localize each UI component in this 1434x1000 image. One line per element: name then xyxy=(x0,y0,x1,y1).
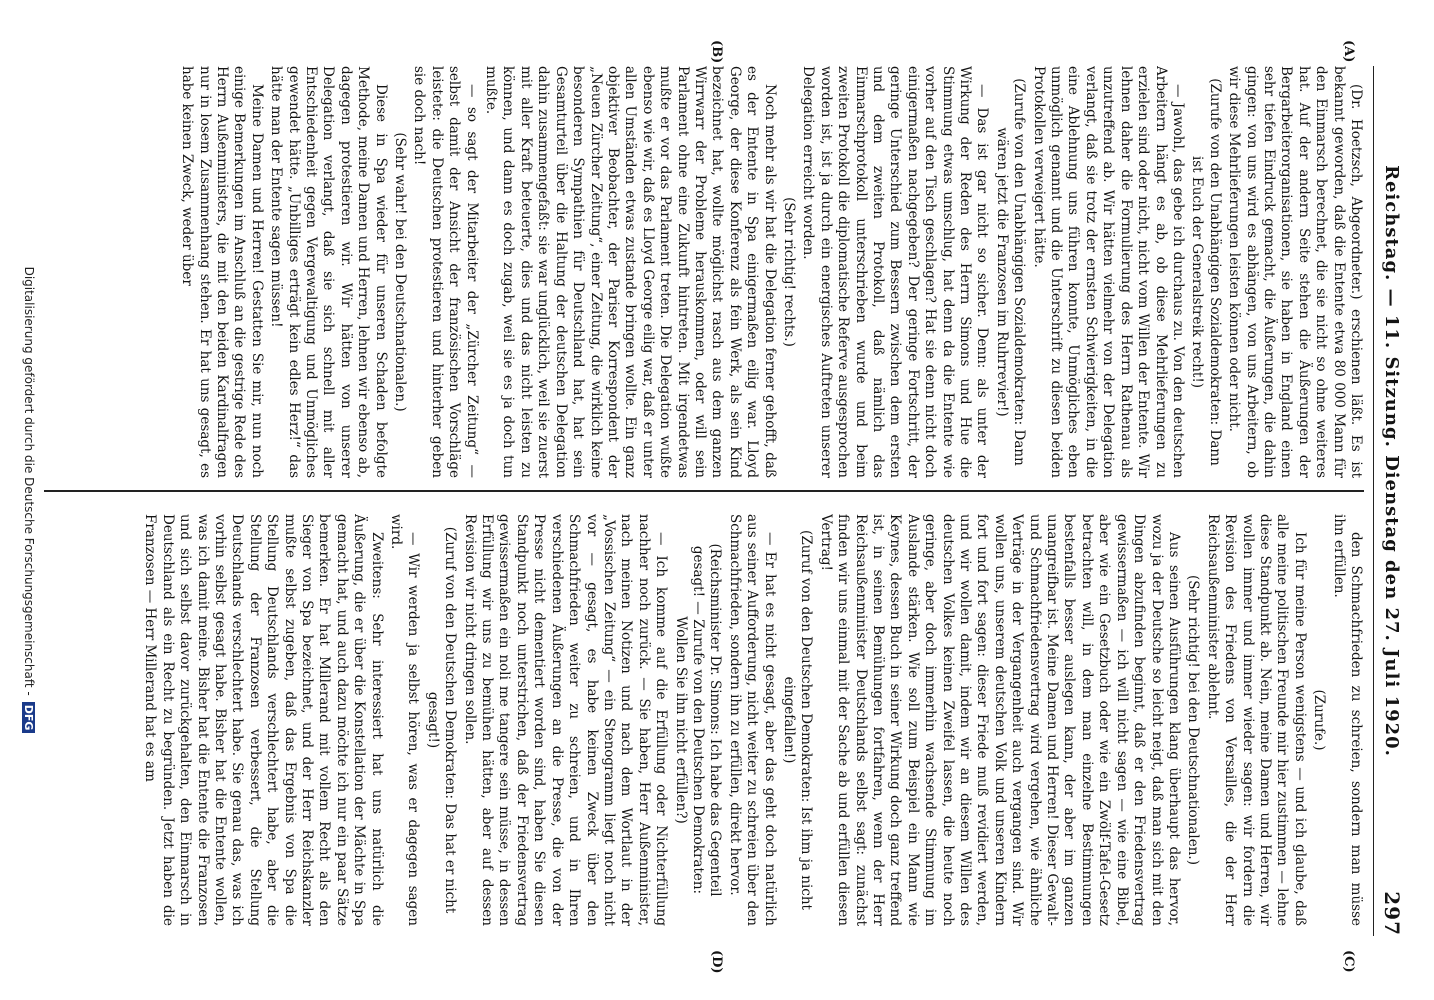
paragraph: den Schmachfrieden zu schreien, sondern man müsse ihn erfüllen. xyxy=(1330,514,1364,926)
paragraph: — Ich komme auf die Erfüllung oder Nichterfüllung nachher noch zurück. — Sie haben, Herr Außenminister, nach meinen Notizen und nach dem Wortlaut in der „Vossischen Zeitung“ — ein Stenogramm liegt noch nicht vor — gesagt, es habe keinen Zweck über den Schmachfrieden weiter zu schreien, und in Ihren verschiedenen Äußerungen an die Presse, die von der Presse nicht dementiert worden sind, haben Sie diesen Standpunkt noch unterstrichen, daß der Friedensvertrag gewissermaßen ein noli me tangere sein müsse, in dessen Erfüllung wir uns zu bemühen hätten, aber auf dessen Revision wir nicht dringen sollen. xyxy=(461,514,670,926)
page-header xyxy=(1376,66,1404,936)
interjection: (Zurufe von den Unabhängigen Sozialdemokraten: Dann wären jetzt die Franzosen im Ruhrrevier!) xyxy=(993,78,1028,466)
paragraph: Noch mehr als wir hat die Delegation ferner gehofft, daß es der Entente in Spa einigermaßen eilig war. Lloyd George, der diese Konferenz als fein Werk, als sein Kind bezeichnet hat, wollte möglichst rasch aus dem ganzen Wirrwarr der Probleme herauskommen, oder will sein Parlament ohne eine Zukunft hintreten. Mit irgendetwas mußte er vor das Parlament treten. Die Delegation wußte ebenso wie wir, daß es Lloyd George eilig war, daß er unter allen Umständen etwas zustande bringen wollte. Ein ganz objektiver Beobachter, der Pariser Korrespondent der „Neuen Zürcher Zeitung“, einer Zeitung, die wirklich keine besonderen Sympathien für Deutschland hat, hat sein Gesamturteil über die Haltung der deutschen Delegation dahin zusammengefaßt: sie war unglücklich, weil sie zuerst mit aller Kraft beteuerte, dies und das nicht leisten zu können, und dann es doch zugab, weil sie es ja doch tun mußte. xyxy=(483,66,778,478)
interjection: (Sehr richtig! bei den Deutschnationalen.) xyxy=(1185,575,1202,865)
paragraph: Meine Damen und Herren! Gestatten Sie mir, nun noch einige Bemerkungen im Anschluß an die gestrige Rede des Herrn Außenministers, die mit den beiden Kardinalfragen nur in losem Zusammenhang stehen. Er hat uns gesagt, es habe keinen Zweck, weder über xyxy=(179,66,265,478)
paragraph: Zweitens: Sehr interessiert hat uns natürlich die Äußerung, die er über die Konstellation der Mächte in Spa gemacht hat, und auch dazu möchte ich nur ein paar Sätze bemerken. Er hat Millerand mit vollem Recht als den Sieger von Spa bezeichnet, und der Herr Reichskanzler mußte selbst zugeben, daß das Ergebnis von Spa die Stellung Deutschlands verschlechtert habe, aber die Stellung der Franzosen verbessert, die Stellung Deutschlands verschlechtert habe. Sie genau das, was ich vorhin selbst gesagt habe. Bisher hat die Entente wollen, was ich damit meine. Bisher hat die Entente die Franzosen und sich selbst davor zurückgehalten, den Einmarsch in Deutschland als ein Recht zu begründen. Jetzt haben die Franzosen — Herr Millerand hat es am xyxy=(142,514,385,926)
paragraph: — so sagt der Mitarbeiter der „Zürcher Zeitung“ — selbst damit der Ansicht der französischen Vorschläge leistete: die Deutschen protestieren und hinterher geben sie doch nach! xyxy=(411,66,480,478)
paragraph: Diese in Spa wieder für unseren Schaden befolgte Methode, meine Damen und Herren, lehnen wir ebenso ab, dagegen protestieren wir. Wir hätten von unserer Delegation verlangt, daß sie sich schnell mit aller Entschiedenheit gegen Vergewaltigung und Unmögliches gewendet hätte. „Unbilliges erträgt kein edles Herz!“ das hätte man der Entente sagen müssen! xyxy=(268,66,389,478)
left-column xyxy=(34,66,1364,478)
dfg-logo: DFG xyxy=(22,702,35,734)
paragraph: — Das ist gar nicht so sicher. Denn: als unter der Wirkung der Reden des Herrn Simons und Hue die Stimmung etwas umschlug, hat denn da die Entente wie vorher auf den Tisch geschlagen? Hat sie denn nicht doch einigermaßen nachgegeben? Der geringe Fortschritt, der geringe Unterschied zum Bessern zwischen dem ersten und dem zweiten Protokoll, daß nämlich das Einmarschprotokoll unterschrieben wurde und beim zweiten Protokoll die diplomatische Referve ausgesprochen worden ist, ist ja durch ein energisches Auftreten unserer Delegation erreicht worden. xyxy=(800,66,991,478)
interjection: (Sehr richtig! rechts.) xyxy=(781,197,797,347)
credit-text: Digitalisierung gefördert durch die Deutsche Forschungsgemeinschaft - xyxy=(22,266,36,696)
margin-marker-d: (D) xyxy=(709,950,724,974)
paragraph: — Er hat es nicht gesagt, aber das geht doch natürlich aus seiner Aufforderung, nicht weiter zu schreien über den Schmachfrieden, sondern ihn zu erfüllen, direkt hervor. xyxy=(726,514,778,926)
margin-marker-c: (C) xyxy=(1341,950,1356,973)
digitization-credit xyxy=(16,0,36,1000)
interjection: (Zurufe von den Unabhängigen Sozialdemokraten: Dann ist Euch der Generalstreik recht!) xyxy=(1189,78,1223,466)
paragraph: Aus seinen Ausführungen klang überhaupt das hervor, wozu ja der Deutsche so leicht neigt, daß man sich mit den Dingen abzufinden beginnt, daß er den Friedensvertrag gewissermaßen — ich will nicht sagen — wie eine Bibel, aber wie ein Gesetzbuch oder wie ein Zwölf-Tafel-Gesetz betrachten will, in dem man einzelne Bestimmungen bestenfalls besser auslegen kann, der aber im ganzen unangreifbar ist. Meine Damen und Herren! Dieser Gewalt- und Schmachfriedensvertrag wird vergehen, wie ähnliche Verträge in der Vergangenheit auch vergangen sind. Wir wollen uns, unserem deutschen Volk und unseren Kindern fort und fort sagen: dieser Friede muß revidiert werden, und wir wollen damit, indem wir an diesem Willen des deutschen Volkes keinen Zweifel lassen, die heute noch geringe, aber doch immerhin wachsende Stimmung im Auslande stärken. Wie soll zum Beispiel ein Mann wie Keynes, dessen Buch in seiner Wirkung doch ganz treffend ist, in seinen Bemühungen fortfahren, wenn der Herr Reichsaußenminister Deutschlands selbst sagt: zunächst finden wir uns einmal mit der Sache ab und erfüllen diesen Vertrag! xyxy=(817,514,1182,926)
margin-marker-a: (A) xyxy=(1341,40,1356,63)
column-divider xyxy=(44,490,1364,492)
interjection: (Reichsminister Dr. Simons: Ich habe das Gegenteil gesagt! — Zurufe von den Deutschen Demokraten: Wollen Sie ihn nicht erfüllen?) xyxy=(672,543,724,897)
interjection: (Zurufe.) xyxy=(1311,689,1328,751)
header-rule xyxy=(1373,66,1374,936)
interjection: (Zuruf von den Deutschen Demokraten: Ist ihm ja nicht eingefallen!) xyxy=(781,530,815,910)
interjection: (Zuruf von den Deutschen Demokraten: Das hat er nicht gesagt!) xyxy=(424,526,459,914)
margin-marker-b: (B) xyxy=(709,40,724,64)
paragraph: — Wir werden ja selbst hören, was er dagegen sagen wird. xyxy=(388,514,422,926)
page-number: 297 xyxy=(1380,891,1404,936)
paragraph: Ich für meine Person wenigstens — und ich glaube, daß alle meine politischen Freunde mir hier zustimmen — lehne diese Standpunkt ab. Nein, meine Damen und Herren, wir wollen immer und immer wieder sagen: wir fordern die Revision des Friedens von Versailles, die der Herr Reichsaußenminister ablehnt. xyxy=(1204,514,1308,926)
paragraph: — Jawohl, das gebe ich durchaus zu. Von den deutschen Arbeitern hängt es ab, ob diese Mehrlieferungen zu erzielen sind oder nicht, nicht vom Willen der Entente. Wir lehnen daher die Formulierung des Herrn Rathenau als unzutreffend ab. Wir hätten vielmehr von der Delegation verlangt, daß sie trotz der ernsten Schwierigkeiten, in die eine Ablehnung uns führen konnte, Unmögliches eben unmöglich genannt und die Unterschrift zu diesen beiden Protokollen verweigert hätte. xyxy=(1030,66,1186,478)
paragraph: (Dr. Hoetzsch, Abgeordneter.) erschienen läßt. Es ist bekannt geworden, daß die Entente etwa 80 000 Mann für den Einmarsch berechnet, die sie nicht so ohne weiteres hat. Auf der andern Seite stehen die Äußerungen der Bergarbeiterorganisationen, sie haben in England einen sehr tiefen Eindruck gemacht, die Äußerungen, die dahin gingen: von uns wird es abhängen, von uns Arbeitern, ob wir diese Mehrlieferungen leisten können oder nicht. xyxy=(1226,66,1364,478)
page-title: Reichstag. — 11. Sitzung. Dienstag den 27. Juli 1920. xyxy=(1381,165,1402,757)
right-column xyxy=(34,514,1364,926)
interjection: (Sehr wahr! bei den Deutschnationalen.) xyxy=(392,132,409,412)
